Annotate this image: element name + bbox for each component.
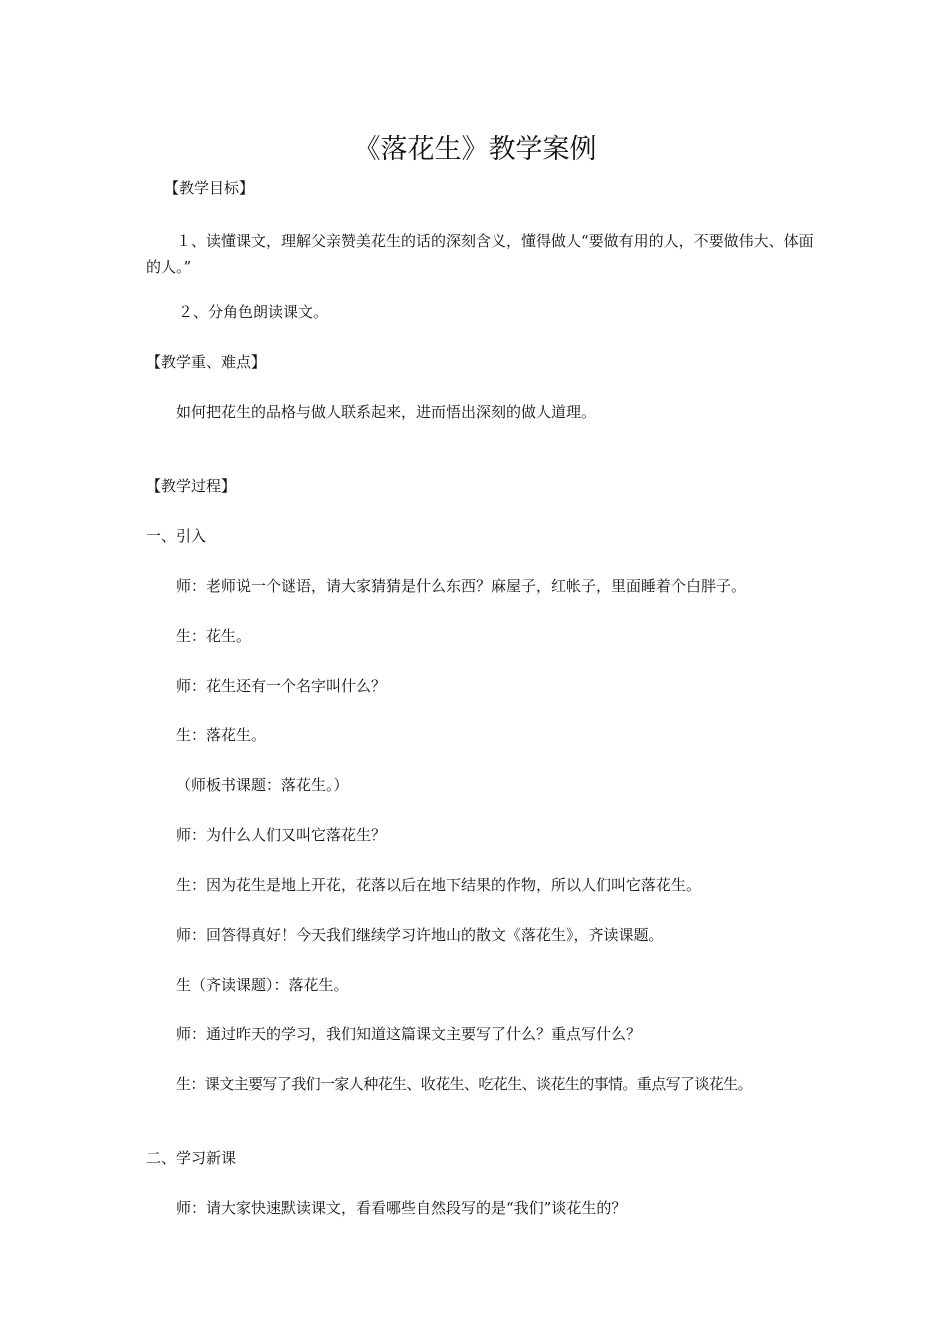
key-points-heading: 【教学重、难点】 (146, 353, 267, 371)
dialog-line: 生：因为花生是地上开花，花落以后在地下结果的作物，所以人们叫它落花生。 (176, 876, 702, 894)
dialog-line: 生：课文主要写了我们一家人种花生、收花生、吃花生、谈花生的事情。重点写了谈花生。 (176, 1075, 753, 1093)
section-1-heading: 一、引入 (146, 527, 207, 545)
document-title: 《落花生》教学案例 (353, 134, 597, 165)
dialog-line: 生：落花生。 (176, 726, 267, 744)
dialog-line: 生（齐读课题）：落花生。 (176, 976, 349, 994)
new-lesson-line: 师：请大家快速默读课文，看看哪些自然段写的是“我们”谈花生的？ (176, 1199, 627, 1217)
section-2-heading: 二、学习新课 (146, 1149, 237, 1167)
process-heading: 【教学过程】 (146, 477, 237, 495)
goals-heading: 【教学目标】 (164, 179, 255, 197)
dialog-line: （师板书课题：落花生。） (176, 776, 349, 794)
dialog-line: 师：老师说一个谜语，请大家猜猜是什么东西？麻屋子，红帐子，里面睡着个白胖子。 (176, 577, 747, 595)
dialog-line: 师：为什么人们又叫它落花生？ (176, 826, 387, 844)
dialog-line: 师：通过昨天的学习，我们知道这篇课文主要写了什么？重点写什么？ (176, 1025, 642, 1043)
dialog-line: 师：回答得真好！今天我们继续学习许地山的散文《落花生》，齐读课题。 (176, 926, 664, 944)
dialog-line: 生：花生。 (176, 627, 252, 645)
key-points-text: 如何把花生的品格与做人联系起来，进而悟出深刻的做人道理。 (176, 403, 597, 421)
goal-2-paragraph: ２、分角色朗读课文。 (178, 303, 329, 321)
dialog-line: 师：花生还有一个名字叫什么？ (176, 677, 387, 695)
goal-1-paragraph: １、读懂课文，理解父亲赞美花生的话的深刻含义，懂得做人“要做有用的人，不要做伟大、体面的人。” (146, 232, 814, 276)
